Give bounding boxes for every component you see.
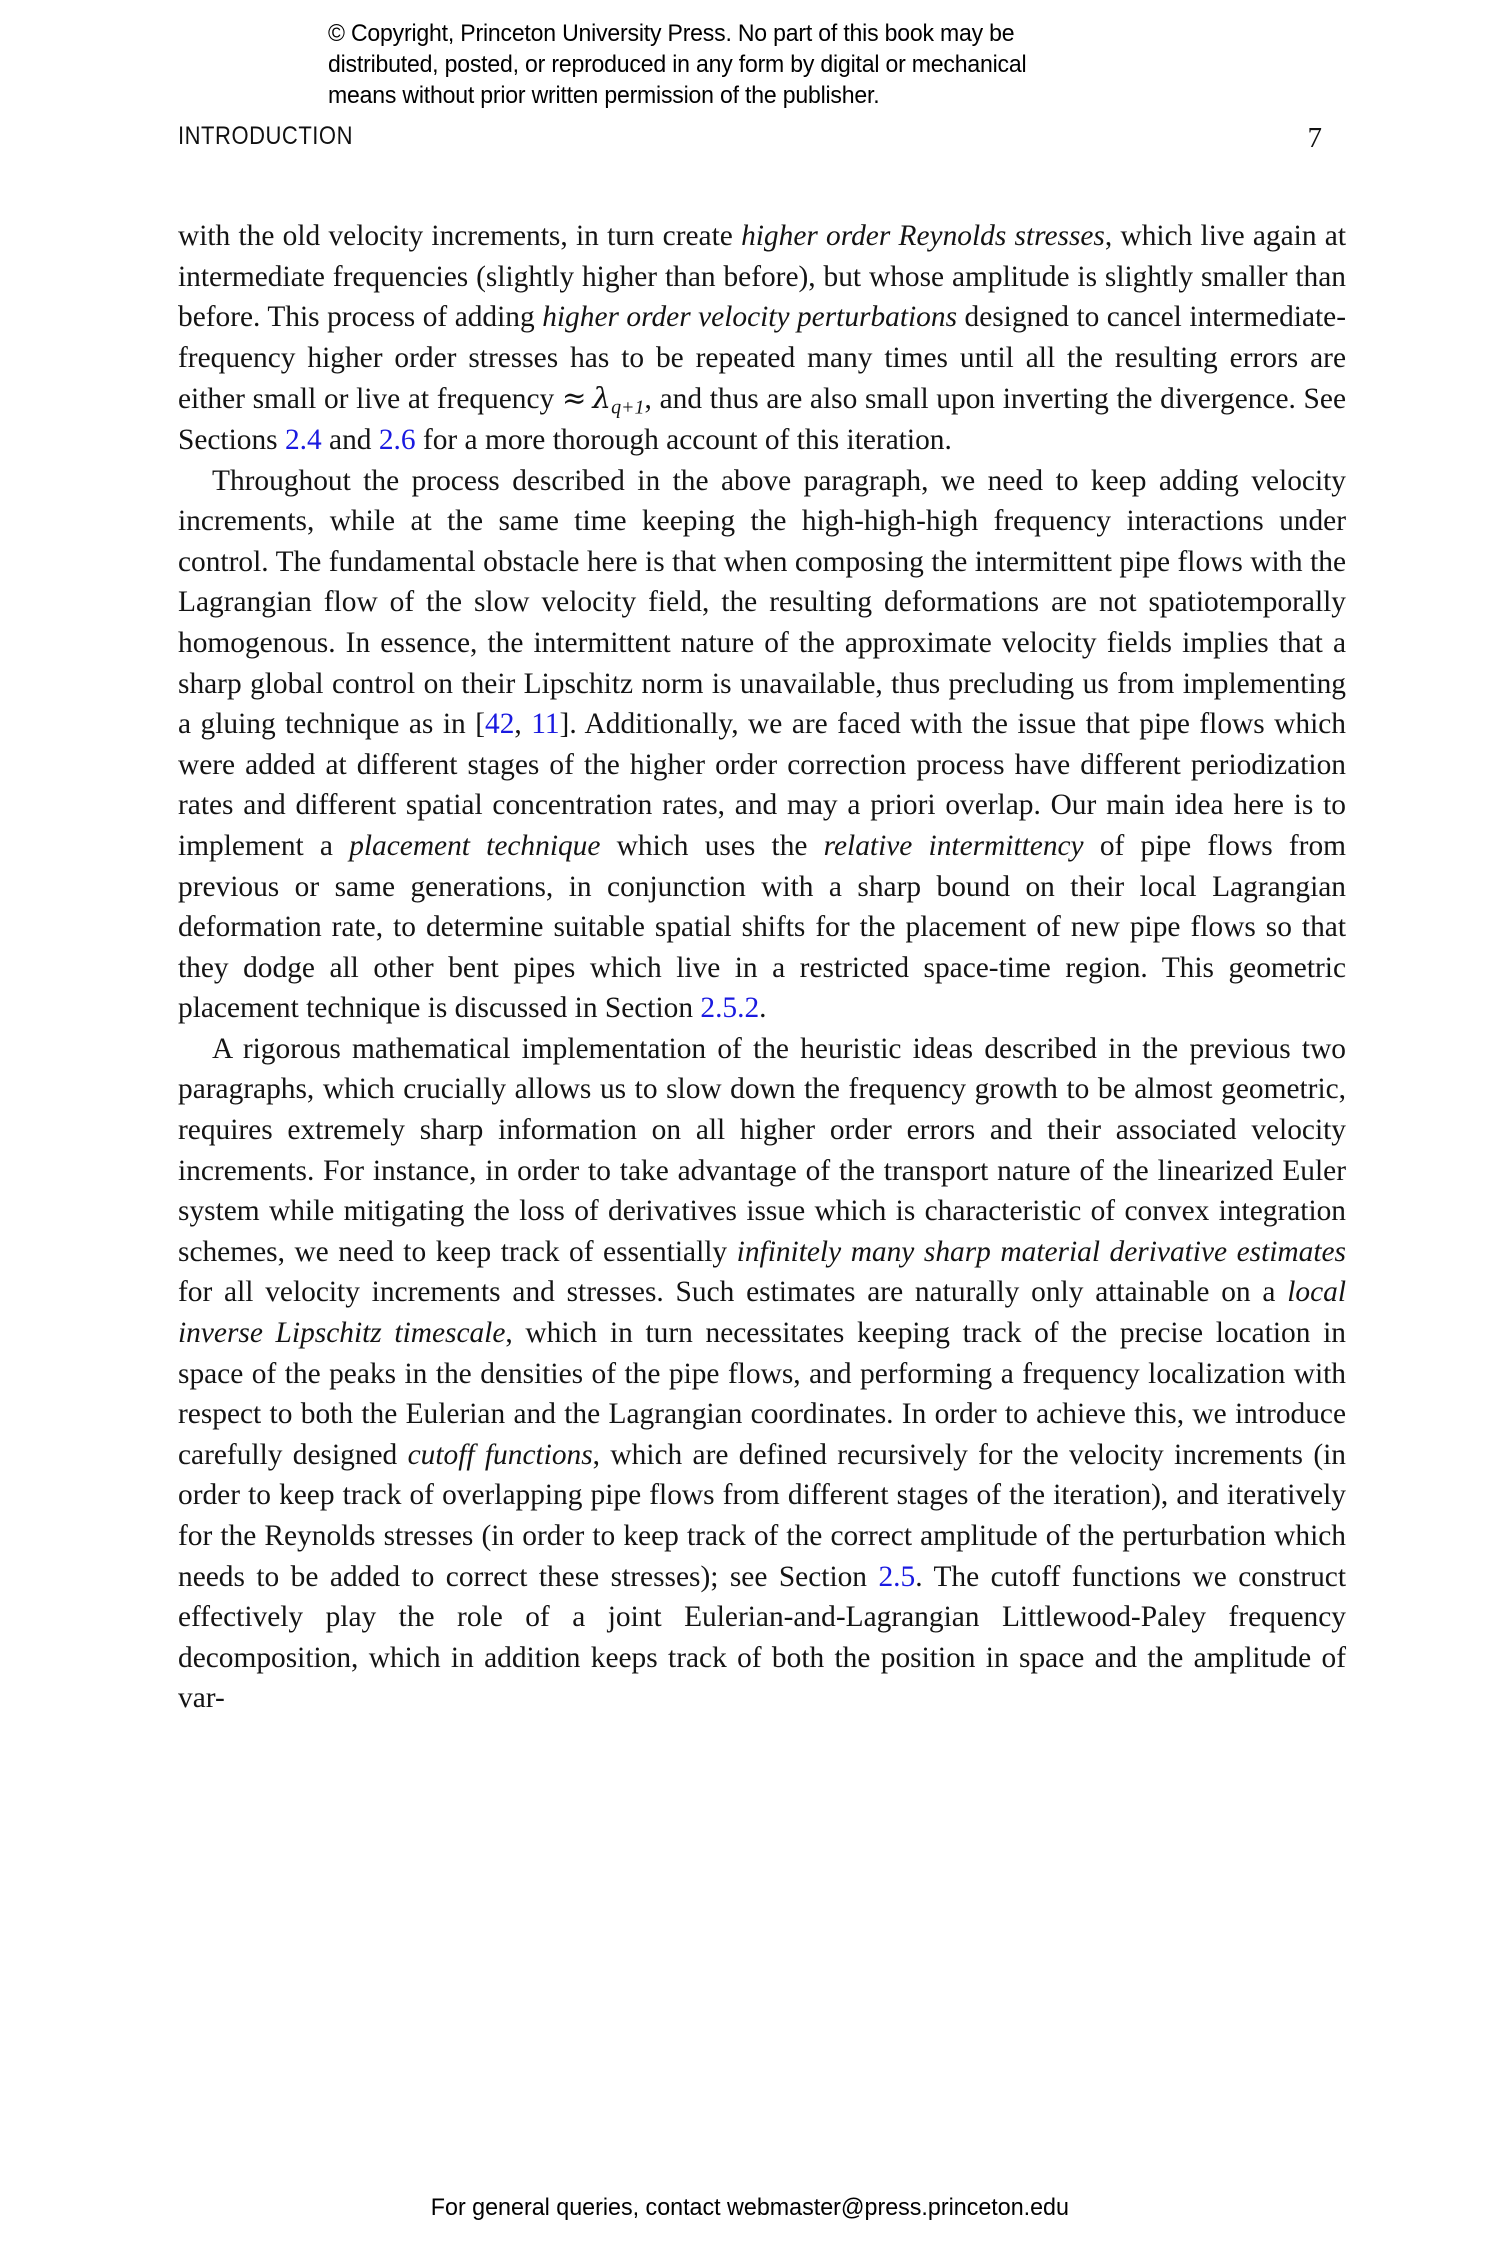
copyright-line-2: distributed, posted, or reproduced in any form by digital or mechanical: [328, 51, 1027, 78]
emphasis-text: placement technique: [349, 829, 601, 862]
text-run: for a more thorough account of this iteration.: [415, 423, 952, 456]
text-run: and: [321, 423, 379, 456]
page-footer: [0, 2194, 1500, 2222]
paragraph: [178, 461, 1346, 1029]
text-run: ]. Additionally, we are faced with the issue that pipe flows which were added at different stages of the higher order correction process have different periodization rates and different spatial concentration rates, and may a priori overlap. Our main idea here is to implement a: [178, 708, 1346, 862]
text-run: Throughout the process described in the above paragraph, we need to keep adding velocity increments, while at the same time keeping the high-high-high frequency interactions under control. The fundamental obstacle here is that when composing the intermittent pipe flows with the Lagrangian flow of the slow velocity field, the resulting deformations are not spatiotemporally homogenous. In essence, the intermittent nature of the approximate velocity fields implies that a sharp global control on their Lipschitz norm is unavailable, thus precluding us from implementing a gluing technique as in [: [178, 464, 1346, 741]
text-run: of pipe flows from previous or same generations, in conjunction with a sharp bound on their local Lagrangian deformation rate, to determine suitable spatial shifts for the placement of new pipe flows so that they dodge all other bent pipes which live in a restricted space-time region. This geometric placement technique is discussed in Section: [178, 829, 1346, 1025]
page-number: 7: [1307, 122, 1322, 154]
citation-link[interactable]: 11: [531, 708, 560, 741]
inline-math: ≈ $\lambda_{q+1}$: [561, 381, 645, 419]
chapter-title: INTRODUCTION: [178, 122, 353, 150]
copyright-line-1: © Copyright, Princeton University Press. No part of this book may be: [328, 20, 1015, 47]
emphasis-text: cutoff functions: [407, 1438, 593, 1471]
text-run: , which in turn necessitates keeping track of the precise location in space of the peaks in the densities of the pipe flows, and performing a frequency localization with respect to both the Eulerian and the Lagrangian coordinates. In order to achieve this, we introduce carefully designed: [178, 1317, 1346, 1471]
section-crossref-link[interactable]: 2.6: [378, 423, 416, 456]
emphasis-text: infinitely many sharp material derivative estimates: [736, 1235, 1346, 1268]
body-text: [178, 216, 1346, 1719]
text-run: with the old velocity increments, in turn create: [178, 220, 742, 252]
copyright-line-3: means without prior written permission of the publisher.: [328, 82, 880, 109]
text-run: which uses the: [600, 829, 824, 862]
text-run: designed to cancel intermediate-frequency higher order stresses has to be repeated many times until all the resulting errors are either small or live at frequency: [178, 301, 1347, 416]
running-head: [178, 122, 1322, 156]
section-crossref-link[interactable]: 2.4: [284, 423, 322, 456]
text-run: .: [759, 992, 767, 1025]
emphasis-text: local inverse Lipschitz timescale: [178, 1276, 1346, 1350]
paragraph: [178, 216, 1346, 461]
footer-text: For general queries, contact webmaster@press.princeton.edu: [430, 2194, 1070, 2221]
text-run: . The cutoff functions we construct effectively play the role of a joint Eulerian-and-Lagrangian Littlewood-Paley frequency decomposition, which in addition keeps track of both the position in space and the amplitude of var-: [178, 1560, 1346, 1715]
section-crossref-link[interactable]: 2.5: [878, 1560, 916, 1593]
text-run: for all velocity increments and stresses. Such estimates are naturally only attainable on a: [178, 1276, 1288, 1309]
paragraph: [178, 1029, 1346, 1719]
emphasis-text: higher order Reynolds stresses: [741, 220, 1105, 252]
text-run: ,: [514, 708, 532, 741]
text-run: A rigorous mathematical implementation of the heuristic ideas described in the previous two paragraphs, which crucially allows us to slow down the frequency growth to be almost geometric, requires extremely sharp information on all higher order errors and their associated velocity increments. For instance, in order to take advantage of the transport nature of the linearized Euler system while mitigating the loss of derivatives issue which is characteristic of convex integration schemes, we need to keep track of essentially: [178, 1032, 1346, 1268]
copyright-notice: [328, 18, 1108, 111]
text-run: , and thus are also small upon inverting the divergence. See Sections: [178, 383, 1346, 456]
emphasis-text: relative intermittency: [823, 829, 1084, 862]
emphasis-text: higher order velocity perturbations: [542, 301, 958, 334]
section-crossref-link[interactable]: 2.5.2: [700, 992, 760, 1025]
citation-link[interactable]: 42: [485, 708, 515, 741]
text-run: , which are defined recursively for the velocity increments (in order to keep track of overlapping pipe flows from different stages of the iteration), and iteratively for the Reynolds stresses (in order to keep track of the correct amplitude of the perturbation which needs to be added to correct these stresses); see Section: [178, 1438, 1346, 1593]
text-run: , which live again at intermediate frequencies (slightly higher than before), but whose amplitude is slightly smaller than before. This process of adding: [178, 220, 1346, 334]
